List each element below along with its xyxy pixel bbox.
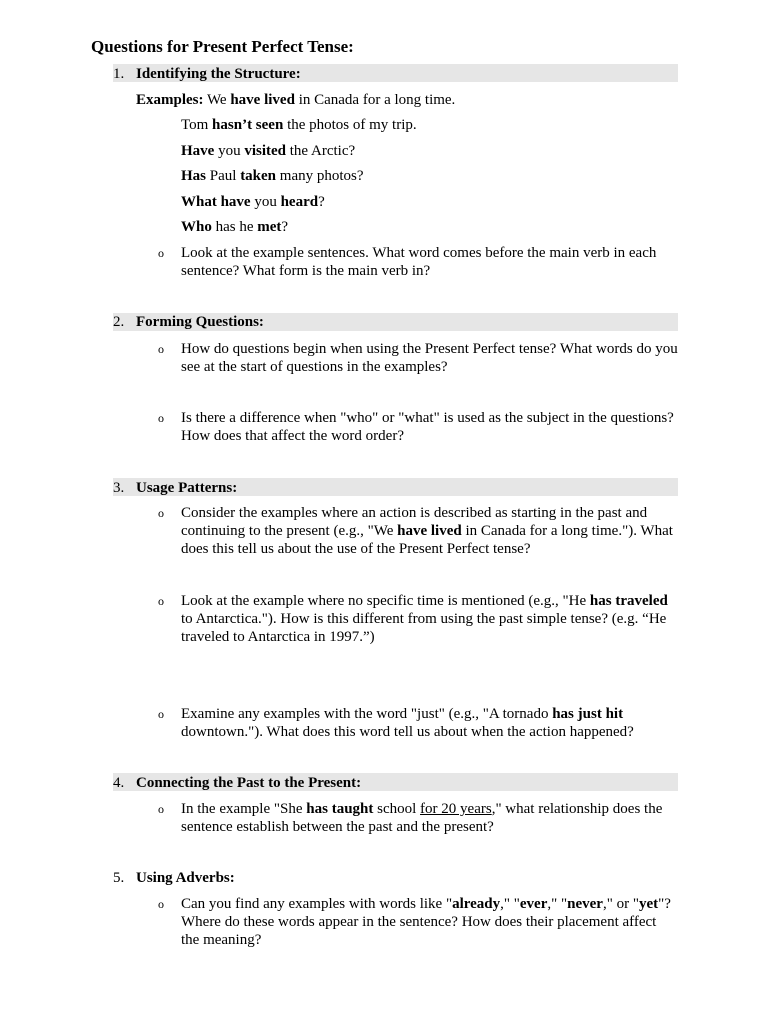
- question-2: How do questions begin when using the Present Perfect tense? What words do you see at the start of questions in the examples?: [181, 341, 678, 375]
- example-line-5: What have you heard?: [181, 194, 325, 210]
- example-line-1: Examples: We have lived in Canada for a long time.: [136, 92, 456, 108]
- bullet-marker: o: [158, 707, 164, 721]
- section-4-heading: Connecting the Past to the Present:: [136, 775, 362, 791]
- bullet-marker: o: [158, 802, 164, 816]
- question-1: Look at the example sentences. What word comes before the main verb in each sentence? What form is the main verb in?: [181, 245, 657, 279]
- section-4-number: 4.: [113, 775, 125, 791]
- section-5-number: 5.: [113, 870, 125, 886]
- section-1-heading: Identifying the Structure:: [136, 66, 301, 82]
- bullet-marker: o: [158, 246, 164, 260]
- question-5: Look at the example where no specific time is mentioned (e.g., "He has traveled to Antarctica."). How is this different from using the past simple tense? (e.g. “He traveled to Antarctica in 1997.”): [181, 593, 668, 645]
- bullet-marker: o: [158, 897, 164, 911]
- example-line-3: Have you visited the Arctic?: [181, 143, 356, 159]
- page-title: Questions for Present Perfect Tense:: [91, 37, 354, 56]
- bullet-marker: o: [158, 411, 164, 425]
- example-line-6: Who has he met?: [181, 219, 289, 235]
- bullet-marker: o: [158, 594, 164, 608]
- question-3: Is there a difference when "who" or "what" is used as the subject in the questions? How does that affect the word order?: [181, 410, 674, 444]
- question-7: In the example "She has taught school for 20 years," what relationship does the sentence establish between the past and the present?: [181, 801, 663, 835]
- question-8: Can you find any examples with words like "already," "ever," "never," or "yet"? Where do these words appear in the sentence? How does their placement affect the meaning?: [181, 896, 671, 948]
- section-5-heading: Using Adverbs:: [136, 870, 235, 886]
- section-2-heading: Forming Questions:: [136, 314, 264, 330]
- section-3-number: 3.: [113, 480, 125, 496]
- section-1-number: 1.: [113, 66, 125, 82]
- examples-label: Examples:: [136, 92, 204, 108]
- section-3-heading: Usage Patterns:: [136, 480, 238, 496]
- question-6: Examine any examples with the word "just" (e.g., "A tornado has just hit downtown."). What does this word tell us about when the action happened?: [181, 706, 634, 740]
- bullet-marker: o: [158, 506, 164, 520]
- example-line-2: Tom hasn’t seen the photos of my trip.: [181, 117, 417, 133]
- section-2-number: 2.: [113, 314, 125, 330]
- question-4: Consider the examples where an action is described as starting in the past and continuing to the present (e.g., "We have lived in Canada for a long time."). What does this tell us about the use of the Present Perfect tense?: [181, 505, 673, 557]
- bullet-marker: o: [158, 342, 164, 356]
- example-line-4: Has Paul taken many photos?: [181, 168, 364, 184]
